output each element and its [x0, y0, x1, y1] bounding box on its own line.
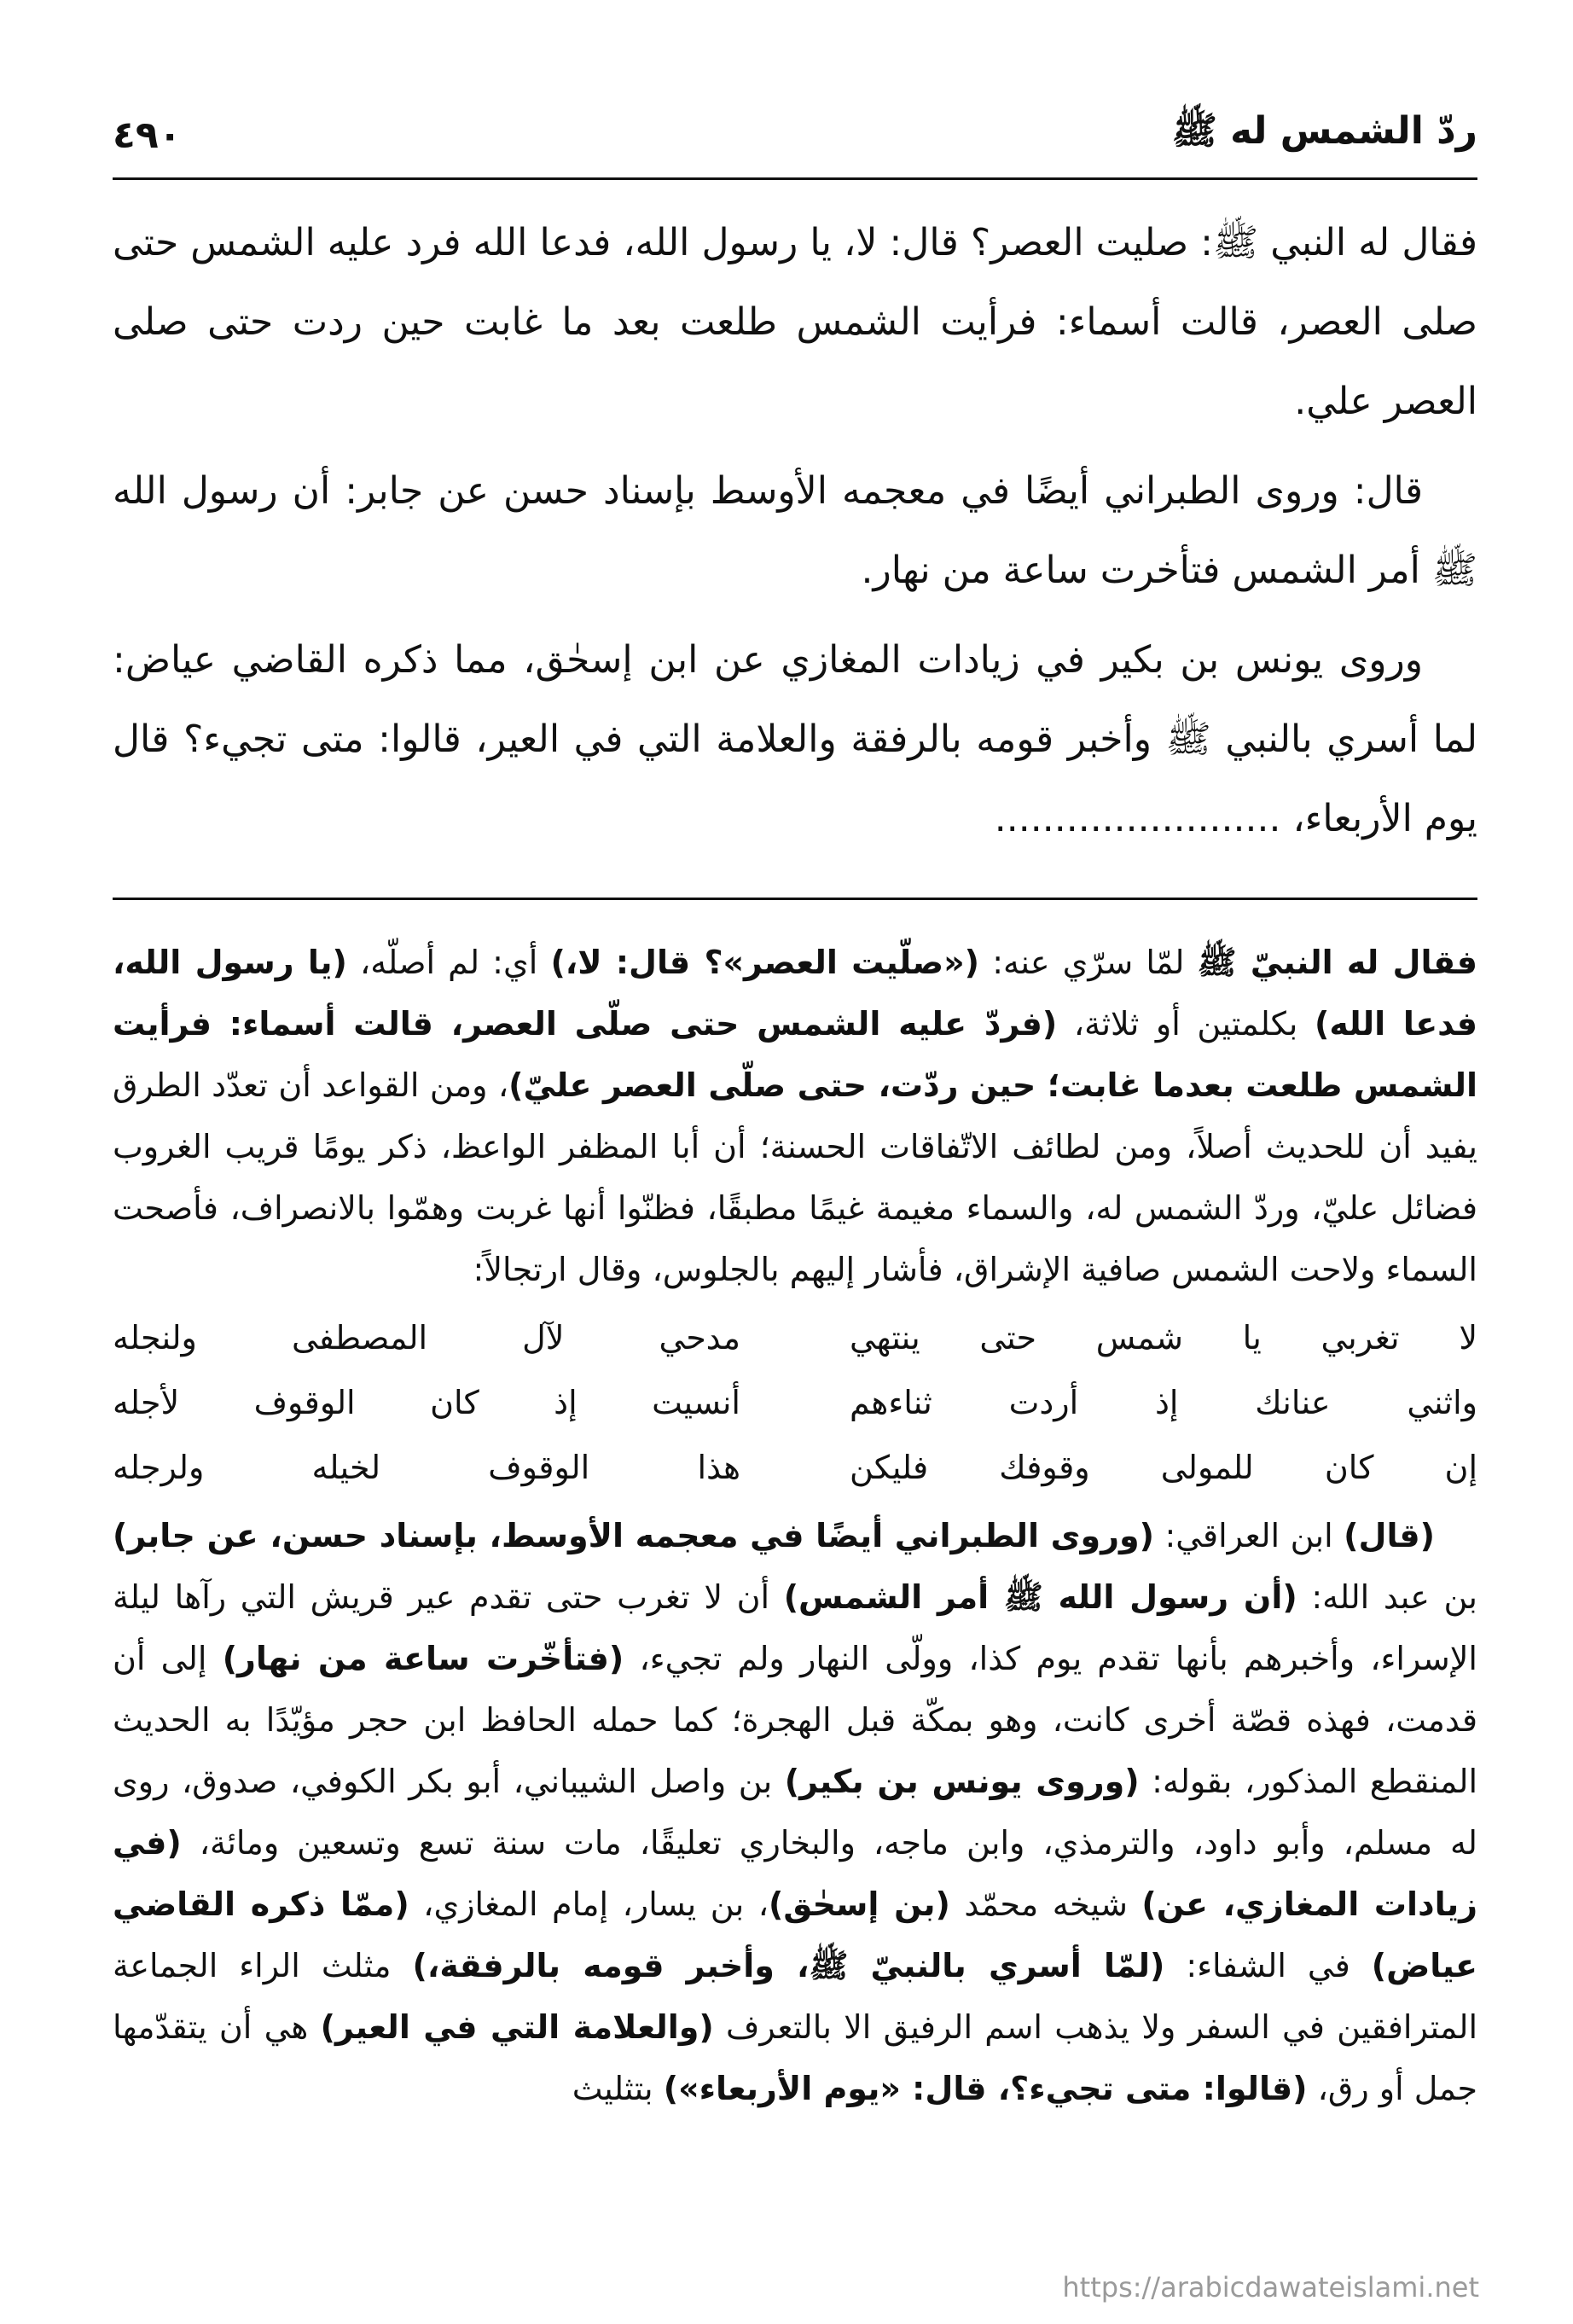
commentary-text: ابن العراقي:	[1153, 1517, 1344, 1554]
quoted-text: فقال له النبيّ ﷺ	[1197, 944, 1478, 981]
poem-first-half: لا تغربي يا شمس حتى ينتهي	[850, 1319, 1477, 1357]
section-divider	[113, 898, 1477, 900]
commentary-text: هي أن يتقدّمها جمل أو رق،	[113, 2008, 1477, 2107]
quoted-text: (يا رسول الله، فدعا الله)	[113, 944, 1477, 1043]
commentary-text: في الشفاء:	[1164, 1947, 1372, 1984]
header-rule	[113, 177, 1477, 180]
quoted-text: (وروى يونس بن بكير)	[784, 1763, 1140, 1800]
page-header	[113, 101, 1477, 169]
commentary-text: ، بن يسار، إمام المغازي،	[409, 1885, 769, 1923]
poem-first-half: إن كان للمولى وقوفك فليكن	[850, 1449, 1477, 1486]
quoted-text: (قال)	[1344, 1517, 1435, 1554]
poem-second-half: أنسيت إذ كان الوقوف لأجله	[113, 1384, 740, 1421]
poem-first-half: واثني عنانك إذ أردت ثناءهم	[850, 1384, 1477, 1421]
commentary-text: إلى أن قدمت، فهذه قصّة أخرى كانت، وهو بمكّة قبل الهجرة؛ كما حمله الحافظ ابن حجر مؤيّدًا به الحديث المنقطع المذكور، بقوله:	[113, 1640, 1478, 1800]
poem-verse	[113, 1370, 1477, 1435]
commentary-text: ، ومن القواعد أن تعدّد الطرق يفيد أن للحديث أصلاً، ومن لطائف الاتّفاقات الحسنة؛ أن أبا المظفر الواعظ، ذكر يومًا قريب الغروب فضائل عليّ، وردّ الشمس له، والسماء مغيمة غيمًا مطبقًا، فظنّوا أنها غربت وهمّوا بالانصراف، فأصحت السماء ولاحت الشمس صافية الإشراق، فأشار إليهم بالجلوس، وقال ارتجالاً:	[113, 1066, 1477, 1288]
commentary-text: لمّا سرّي عنه:	[979, 944, 1198, 981]
quoted-text: (في زيادات المغازي، عن)	[113, 1824, 1477, 1923]
commentary-text: أن لا تغرب حتى تقدم عير قريش التي رآها ليلة الإسراء، وأخبرهم بأنها تقدم يوم كذا، وولّى النهار ولم تجيء،	[113, 1578, 1477, 1677]
poem-verse	[113, 1305, 1477, 1370]
poem-second-half: هذا الوقوف لخيله ولرجله	[113, 1449, 740, 1486]
commentary-text: شيخه محمّد	[949, 1885, 1142, 1923]
page-number: ٤٩٠	[113, 113, 182, 157]
quoted-text: (وروى الطبراني أيضًا في معجمه الأوسط، بإسناد حسن، عن جابر)	[113, 1517, 1154, 1554]
quoted-text: («صلّيت العصر»؟ قال: لا،)	[550, 944, 980, 981]
quoted-text: (قالوا: متى تجيء؟، قال: «يوم الأربعاء»)	[663, 2070, 1308, 2107]
poem	[113, 1305, 1477, 1500]
commentary-paragraph	[113, 932, 1477, 1300]
quoted-text: (ممّا ذكره القاضي عياض)	[113, 1885, 1477, 1984]
commentary	[113, 932, 1477, 2119]
main-text	[113, 203, 1477, 869]
main-paragraph: فقال له النبي ﷺ: صليت العصر؟ قال: لا، يا رسول الله، فدعا الله فرد عليه الشمس حتى صلى العصر، قالت أسماء: فرأيت الشمس طلعت بعد ما غابت حين ردت حتى صلى العصر علي.	[113, 221, 1477, 423]
watermark-url: https://arabicdawateislami.net	[1062, 2271, 1479, 2304]
commentary-text: بن عبد الله:	[1297, 1578, 1478, 1616]
commentary-text: مثلث الراء الجماعة المترافقين في السفر ولا يذهب اسم الرفيق الا بالتعرف	[113, 1947, 1478, 2046]
quoted-text: (فتأخّرت ساعة من نهار)	[222, 1640, 624, 1677]
commentary-text: أي: لم أصلّه،	[346, 944, 551, 981]
main-paragraph: وروى يونس بن بكير في زيادات المغازي عن ابن إسحٰق، مما ذكره القاضي عياض: لما أسري بالنبي ﷺ وأخبر قومه بالرفقة والعلامة التي في العير، قالوا: متى تجيء؟ قال يوم الأربعاء، ........................	[113, 638, 1477, 840]
quoted-text: (فردّ عليه الشمس حتى صلّى العصر، قالت أسماء: فرأيت الشمس طلعت بعدما غابت؛ حين ردّت، حتى صلّى العصر عليّ)	[113, 1005, 1477, 1104]
commentary-text: بن واصل الشيباني، أبو بكر الكوفي، صدوق، روى له مسلم، وأبو داود، والترمذي، وابن ماجه، والبخاري تعليقًا، مات سنة تسع وتسعين ومائة،	[113, 1763, 1477, 1862]
commentary-paragraph	[113, 1505, 1477, 2119]
quoted-text: (لمّا أسري بالنبيّ ﷺ، وأخبر قومه بالرفقة،)	[412, 1947, 1165, 1984]
commentary-text: بتثليث	[572, 2070, 664, 2107]
poem-second-half: مدحي لآل المصطفى ولنجله	[113, 1319, 740, 1357]
quoted-text: (بن إسحٰق)	[769, 1885, 950, 1923]
main-paragraph: قال: وروى الطبراني أيضًا في معجمه الأوسط بإسناد حسن عن جابر: أن رسول الله ﷺ أمر الشمس فتأخرت ساعة من نهار.	[113, 469, 1477, 592]
poem-verse	[113, 1435, 1477, 1500]
running-title: ردّ الشمس له ﷺ	[1171, 109, 1477, 153]
quoted-text: (أن رسول الله ﷺ أمر الشمس)	[783, 1578, 1297, 1616]
commentary-text: بكلمتين أو ثلاثة،	[1057, 1005, 1315, 1043]
quoted-text: (والعلامة التي في العير)	[320, 2008, 714, 2046]
